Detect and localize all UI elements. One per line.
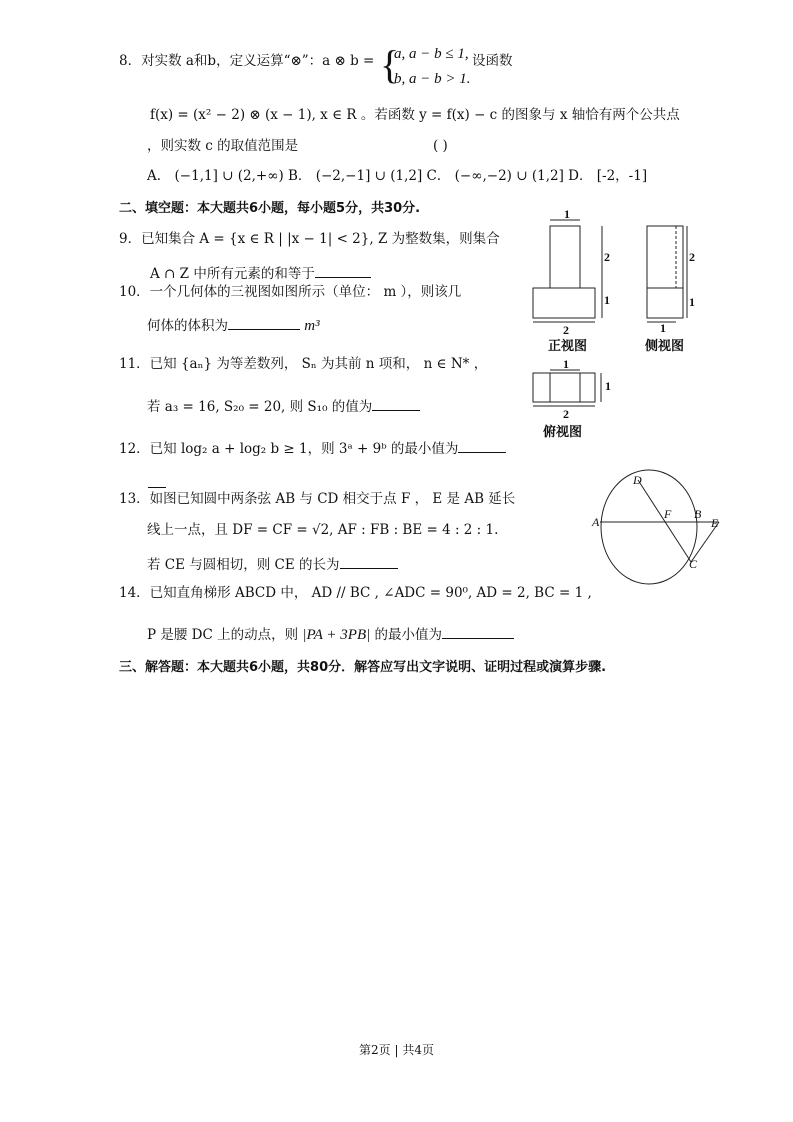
side-rect	[647, 226, 683, 318]
q13-line2: 线上一点，且 DF = CF = √2, AF : FB : BE = 4 : 2 : 1.	[147, 522, 499, 538]
dim: 1	[689, 295, 695, 309]
dim: 2	[604, 250, 610, 264]
page-footer: 第2页 | 共4页	[359, 1043, 434, 1057]
dim: 2	[563, 407, 569, 421]
q8-answer-paren: ( )	[433, 138, 448, 154]
q13-line1: 13．如图已知圆中两条弦 AB 与 CD 相交于点 F ， E 是 AB 延长	[119, 491, 516, 507]
point-label: E	[711, 516, 719, 530]
point-label: C	[689, 557, 698, 571]
dim: 1	[604, 293, 610, 307]
dim: 1	[563, 357, 569, 371]
q9-line2: A ∩ Z 中所有元素的和等于	[150, 263, 371, 283]
q10-line2: 何体的体积为 m³	[147, 315, 320, 335]
q9-line1: 9．已知集合 A = {x ∈ R | |x − 1| < 2}, Z 为整数集，则集合	[119, 231, 500, 247]
front-upper-rect	[550, 226, 580, 288]
q10-line1: 10．一个几何体的三视图如图所示（单位： m ），则该几	[119, 284, 462, 300]
point-label: B	[694, 507, 702, 521]
q8-options: A． (−1,1] ∪ (2,+∞) B． (−2,−1] ∪ (1,2] C． (−∞,−2) ∪ (1,2] D． [-2，-1]	[147, 168, 648, 184]
section2-heading: 二、填空题：本大题共6小题，每小题5分，共30分.	[119, 201, 421, 216]
q12-line1: 12．已知 log₂ a + log₂ b ≥ 1，则 3ᵃ + 9ᵇ 的最小值为	[119, 438, 506, 458]
dim: 2	[689, 250, 695, 264]
q8-case1: a, a − b ≤ 1,	[394, 46, 469, 62]
point-label: D	[633, 473, 642, 487]
q11-line1: 11．已知 {aₙ} 为等差数列， Sₙ 为其前 n 项和， n ∈ N* ，	[119, 356, 488, 372]
point-label: A	[592, 515, 600, 529]
dim: 1	[564, 207, 570, 221]
q14-line2: P 是腰 DC 上的动点，则 |PA + 3PB| 的最小值为	[147, 624, 514, 644]
q8-line1: 8．对实数 a和b，定义运算“⊗”：a ⊗ b =	[119, 53, 375, 69]
q14-line1: 14．已知直角梯形 ABCD 中， AD // BC , ∠ADC = 90⁰, AD = 2, BC = 1 ,	[119, 585, 592, 601]
dim: 1	[660, 321, 666, 335]
q8-suffix: 设函数	[472, 53, 513, 69]
point-label: F	[664, 507, 672, 521]
q8-line3: ，则实数 c 的取值范围是	[147, 138, 299, 154]
q11-line2: 若 a₃ = 16, S₂₀ = 20, 则 S₁₀ 的值为	[147, 396, 420, 416]
front-view-label: 正视图	[548, 338, 588, 353]
dim: 1	[605, 379, 611, 393]
stray-rule	[148, 487, 166, 488]
circle-figure	[585, 468, 735, 588]
side-view-label: 侧视图	[645, 338, 685, 353]
q13-line3: 若 CE 与圆相切，则 CE 的长为	[147, 554, 398, 574]
section3-heading: 三、解答题：本大题共6小题，共80分．解答应写出文字说明、证明过程或演算步骤.	[119, 660, 607, 675]
q8-line2: f(x) = (x² − 2) ⊗ (x − 1), x ∈ R 。若函数 y = f(x) − c 的图象与 x 轴恰有两个公共点	[150, 107, 680, 123]
brace: {	[380, 42, 400, 87]
q8-case2: b, a − b > 1.	[394, 71, 471, 87]
dim: 2	[563, 323, 569, 337]
top-view-label: 俯视图	[543, 424, 583, 439]
top-rect	[533, 373, 595, 402]
front-lower-rect	[533, 288, 595, 318]
three-view-figure	[520, 205, 720, 445]
